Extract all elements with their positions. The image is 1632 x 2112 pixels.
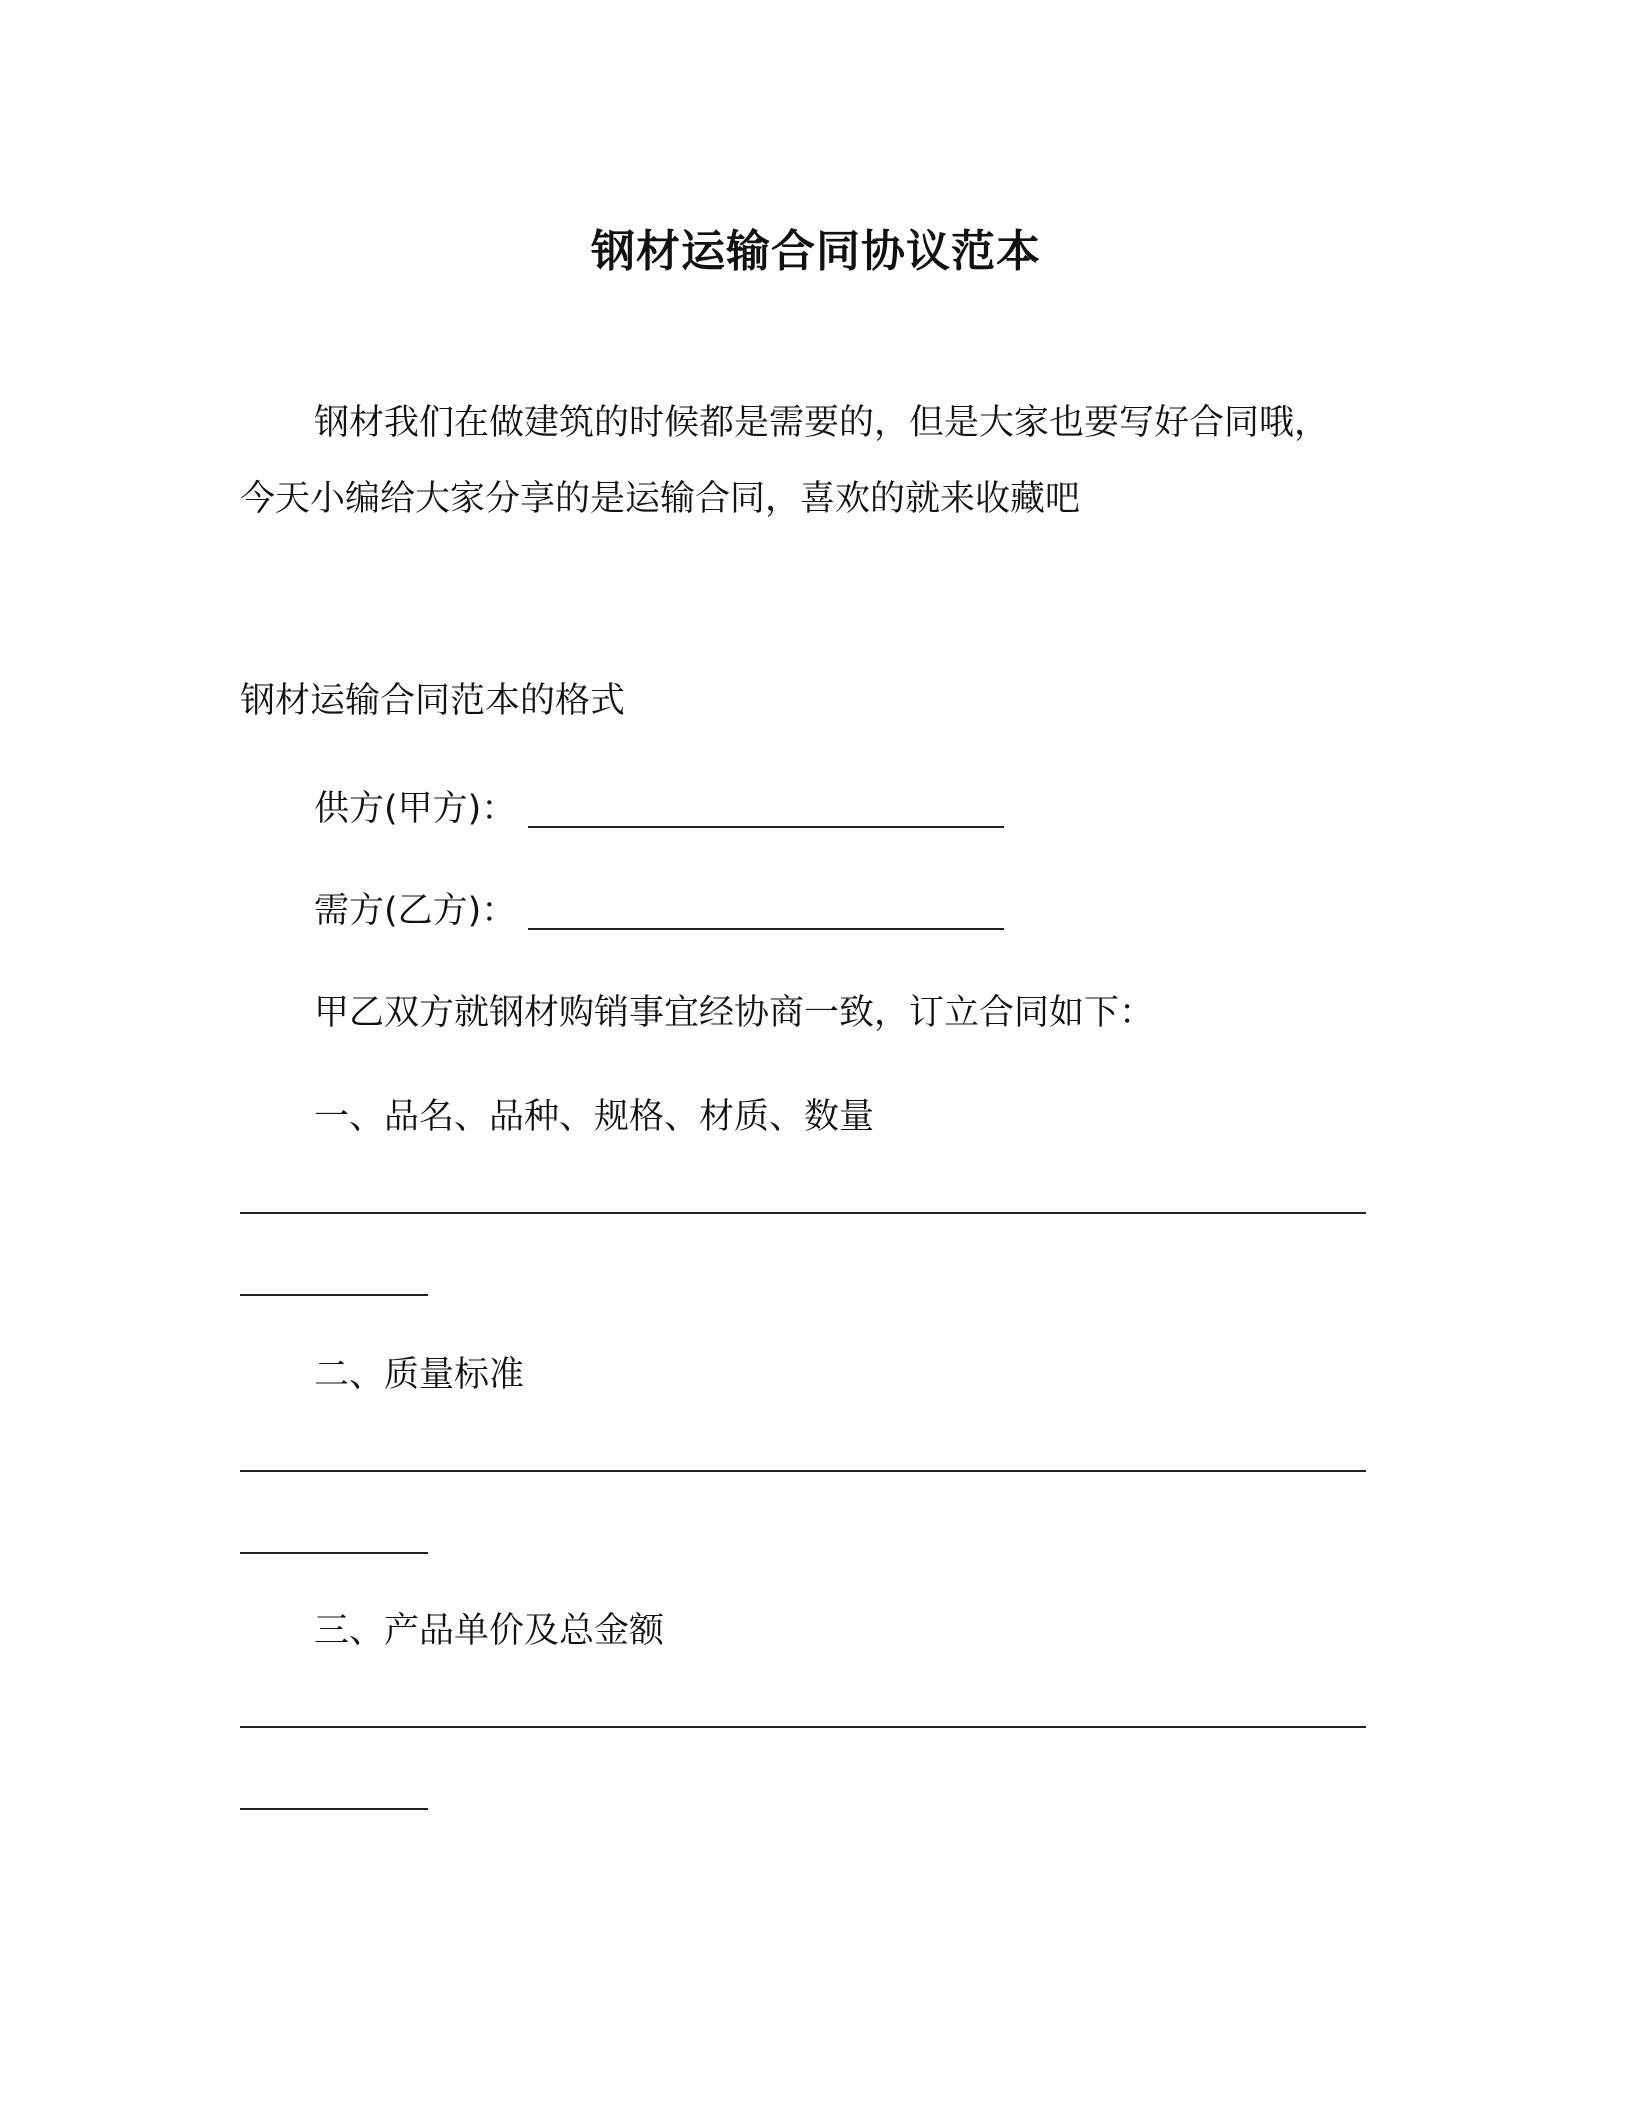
section-2-blank-line-2 xyxy=(240,1552,428,1554)
intro-line-2: 今天小编给大家分享的是运输合同，喜欢的就来收藏吧 xyxy=(240,479,1081,519)
section-1-blank-line-1 xyxy=(240,1212,1366,1214)
agreement-text: 甲乙双方就钢材购销事宜经协商一致，订立合同如下： xyxy=(314,993,1155,1033)
section-3-blank-line-2 xyxy=(240,1808,428,1810)
supplier-label: 供方(甲方)： xyxy=(314,789,517,829)
supplier-blank-line xyxy=(528,826,1004,828)
buyer-blank-line xyxy=(528,928,1004,930)
section-1-blank-line-2 xyxy=(240,1294,428,1296)
section-3-blank-line-1 xyxy=(240,1726,1366,1728)
section-1-heading: 一、品名、品种、规格、材质、数量 xyxy=(314,1097,875,1137)
buyer-label: 需方(乙方)： xyxy=(314,891,517,931)
section-3-heading: 三、产品单价及总金额 xyxy=(314,1611,665,1651)
format-subtitle: 钢材运输合同范本的格式 xyxy=(240,681,626,721)
document-title: 钢材运输合同协议范本 xyxy=(591,226,1041,277)
intro-line-1: 钢材我们在做建筑的时候都是需要的，但是大家也要写好合同哦， xyxy=(314,403,1330,443)
section-2-blank-line-1 xyxy=(240,1470,1366,1472)
section-2-heading: 二、质量标准 xyxy=(314,1355,525,1395)
